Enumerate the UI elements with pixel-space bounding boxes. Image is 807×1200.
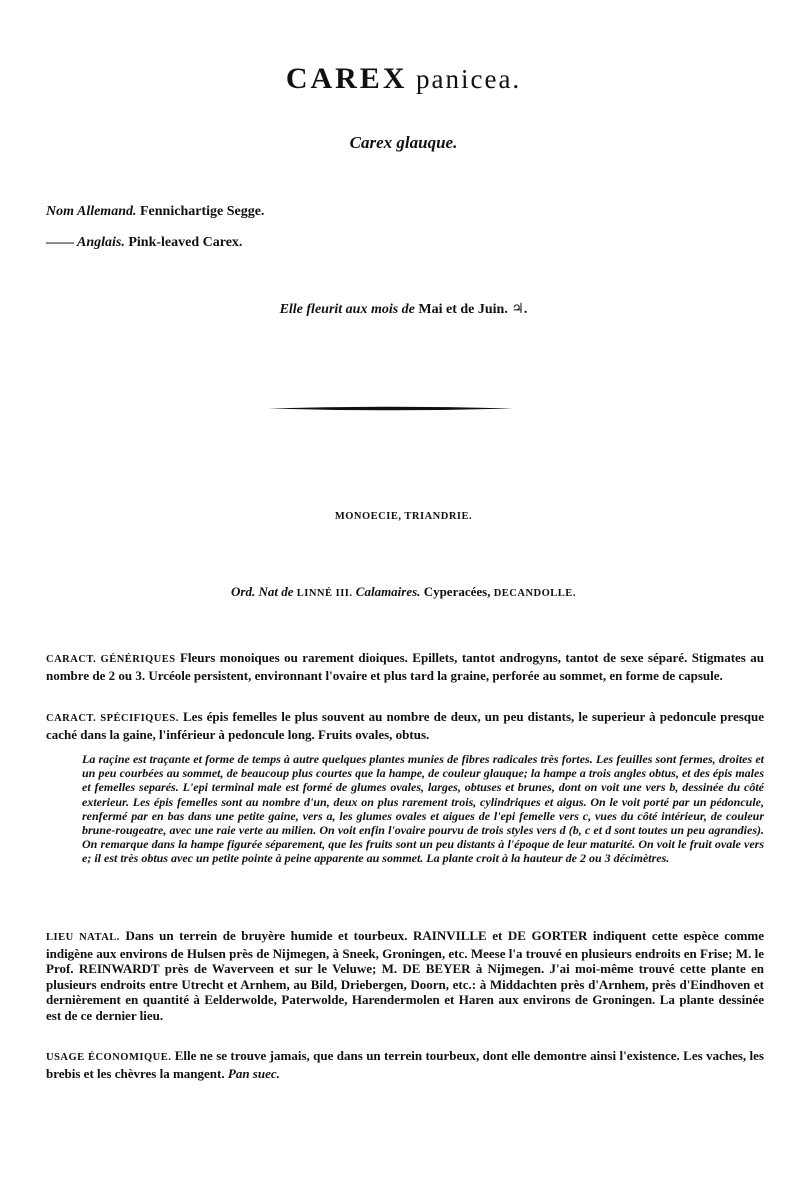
german-name-row — [46, 204, 264, 220]
linnaean-class: MONOECIE, TRIANDRIE. — [334, 511, 473, 522]
english-name-value: Pink-leaved Carex. — [128, 235, 243, 250]
economic-use-reference: Pan suec. — [227, 1065, 280, 1081]
decorative-rule — [268, 406, 513, 411]
flowering-months: Mai et de Juin. — [418, 302, 508, 317]
english-name-row — [46, 235, 242, 251]
generic-characters-label: CARACT. GÉNÉRIQUES — [46, 654, 176, 665]
order-prefix: Ord. Nat de — [231, 584, 294, 599]
german-name-label: Nom Allemand. — [46, 204, 137, 219]
flowering-prefix: Elle fleurit aux mois de — [279, 302, 415, 317]
perennial-symbol: ♃. — [511, 302, 528, 317]
natural-order — [0, 584, 807, 600]
specific-characters-text: Les épis femelles le plus souvent au nombre de deux, un peu distants, le superieur à pedoncule presque caché dans la gaine, l'inférieur à pedoncule long. Fruits ovales, obtus. — [46, 709, 765, 742]
specific-characters-label: CARACT. SPÉCIFIQUES. — [46, 713, 179, 724]
native-habitat-text: Dans un terrein de bruyère humide et tourbeux. RAINVILLE et DE GORTER indiquent cette espèce comme indigène aux environs de Hulsen près de Nijmegen, à Sneek, Groningen, etc. Meese l'a trouvé en plusieurs endroits en Frise; M. le Prof. REINWARDT près de Waverveen et sur le Veluwe; M. DE BEYER à Nijmegen. J'ai moi-même trouvé cette plante en plusieurs endroits entre Utrecht et Arnhem, au Bild, Driebergen, Doorn, etc.: à Middachten près d'Arnhem, près d'Eindhoven et dernièrement en quantité à Eelderwolde, Paterwolde, Harendermolen et Haren aux environs de Groningen. La plante dessinée est de ce dernier lieu. — [46, 928, 765, 1023]
plant-description: La raçine est traçante et forme de temps à autre quelques plantes munies de fibres radicales très fortes. Les feuilles sont fermes, droites et un peu courbées au sommet, de beaucoup plus courtes que la hampe, de couleur glauque; la hampe a trois angles obtus, et des épis males et femelles separés. L'epi terminal male est formé de glumes ovales, larges, obtuses et brunes, dont on voit une vers b, dessinée du côté exterieur. Les épis femelles sont au nombre d'un, deux on plus rarement trois, cylindriques et aigus. On le voit porté par un pédoncule, renfermé par en bas dans une petite gaine, vers a, les glumes ovales et aigues de l'epi femelle vers c, vues du côté intérieur, de couleur brune-rougeatre, avec une raie verte au milien. On voit enfin l'ovaire pourvu de trois styles vers d (b, c et d sont toutes un peu agrandies). On remarque dans la hampe figurée séparement, que les fruits sont un peu distants à l'époque de leur maturité. On voit le fruit ovale vers e; il est très obtus avec un petite pointe à peine apparente au sommet. La plante croit à la hauteur de 2 ou 3 décimètres. — [82, 752, 764, 866]
economic-use — [46, 1048, 764, 1081]
page-title — [0, 62, 807, 96]
generic-characters-text: Fleurs monoiques ou rarement dioiques. Epillets, tantot androgyns, tantot de sexe séparé. Stigmates au nombre de 2 ou 3. Urcéole persistent, environnant l'ovaire et plus tard la graine, perforée au sommet, en forme de capsule. — [46, 650, 764, 683]
native-habitat-label: LIEU NATAL. — [46, 932, 120, 943]
order-family-calamaires: Calamaires. — [355, 584, 421, 599]
specific-characters — [46, 709, 764, 742]
order-author-linne: LINNÉ III. — [296, 588, 353, 599]
generic-characters — [46, 650, 764, 683]
economic-use-label: USAGE ÉCONOMIQUE. — [46, 1052, 172, 1063]
economic-use-text: Elle ne se trouve jamais, que dans un terrein tourbeux, dont elle demontre ainsi l'existence. Les vaches, les brebis et les chèvres la mangent. — [46, 1048, 764, 1081]
order-author-decandolle: DECANDOLLE. — [493, 588, 576, 599]
flowering-period — [0, 301, 807, 318]
title-genus: CAREX — [285, 62, 408, 95]
native-habitat — [46, 928, 764, 1024]
order-family-cyperacees: Cyperacées, — [423, 584, 491, 599]
french-name: Carex glauque. — [349, 133, 458, 152]
english-name-label: —— Anglais. — [46, 235, 125, 250]
title-species: panicea. — [415, 64, 522, 94]
german-name-value: Fennichartige Segge. — [140, 204, 265, 219]
